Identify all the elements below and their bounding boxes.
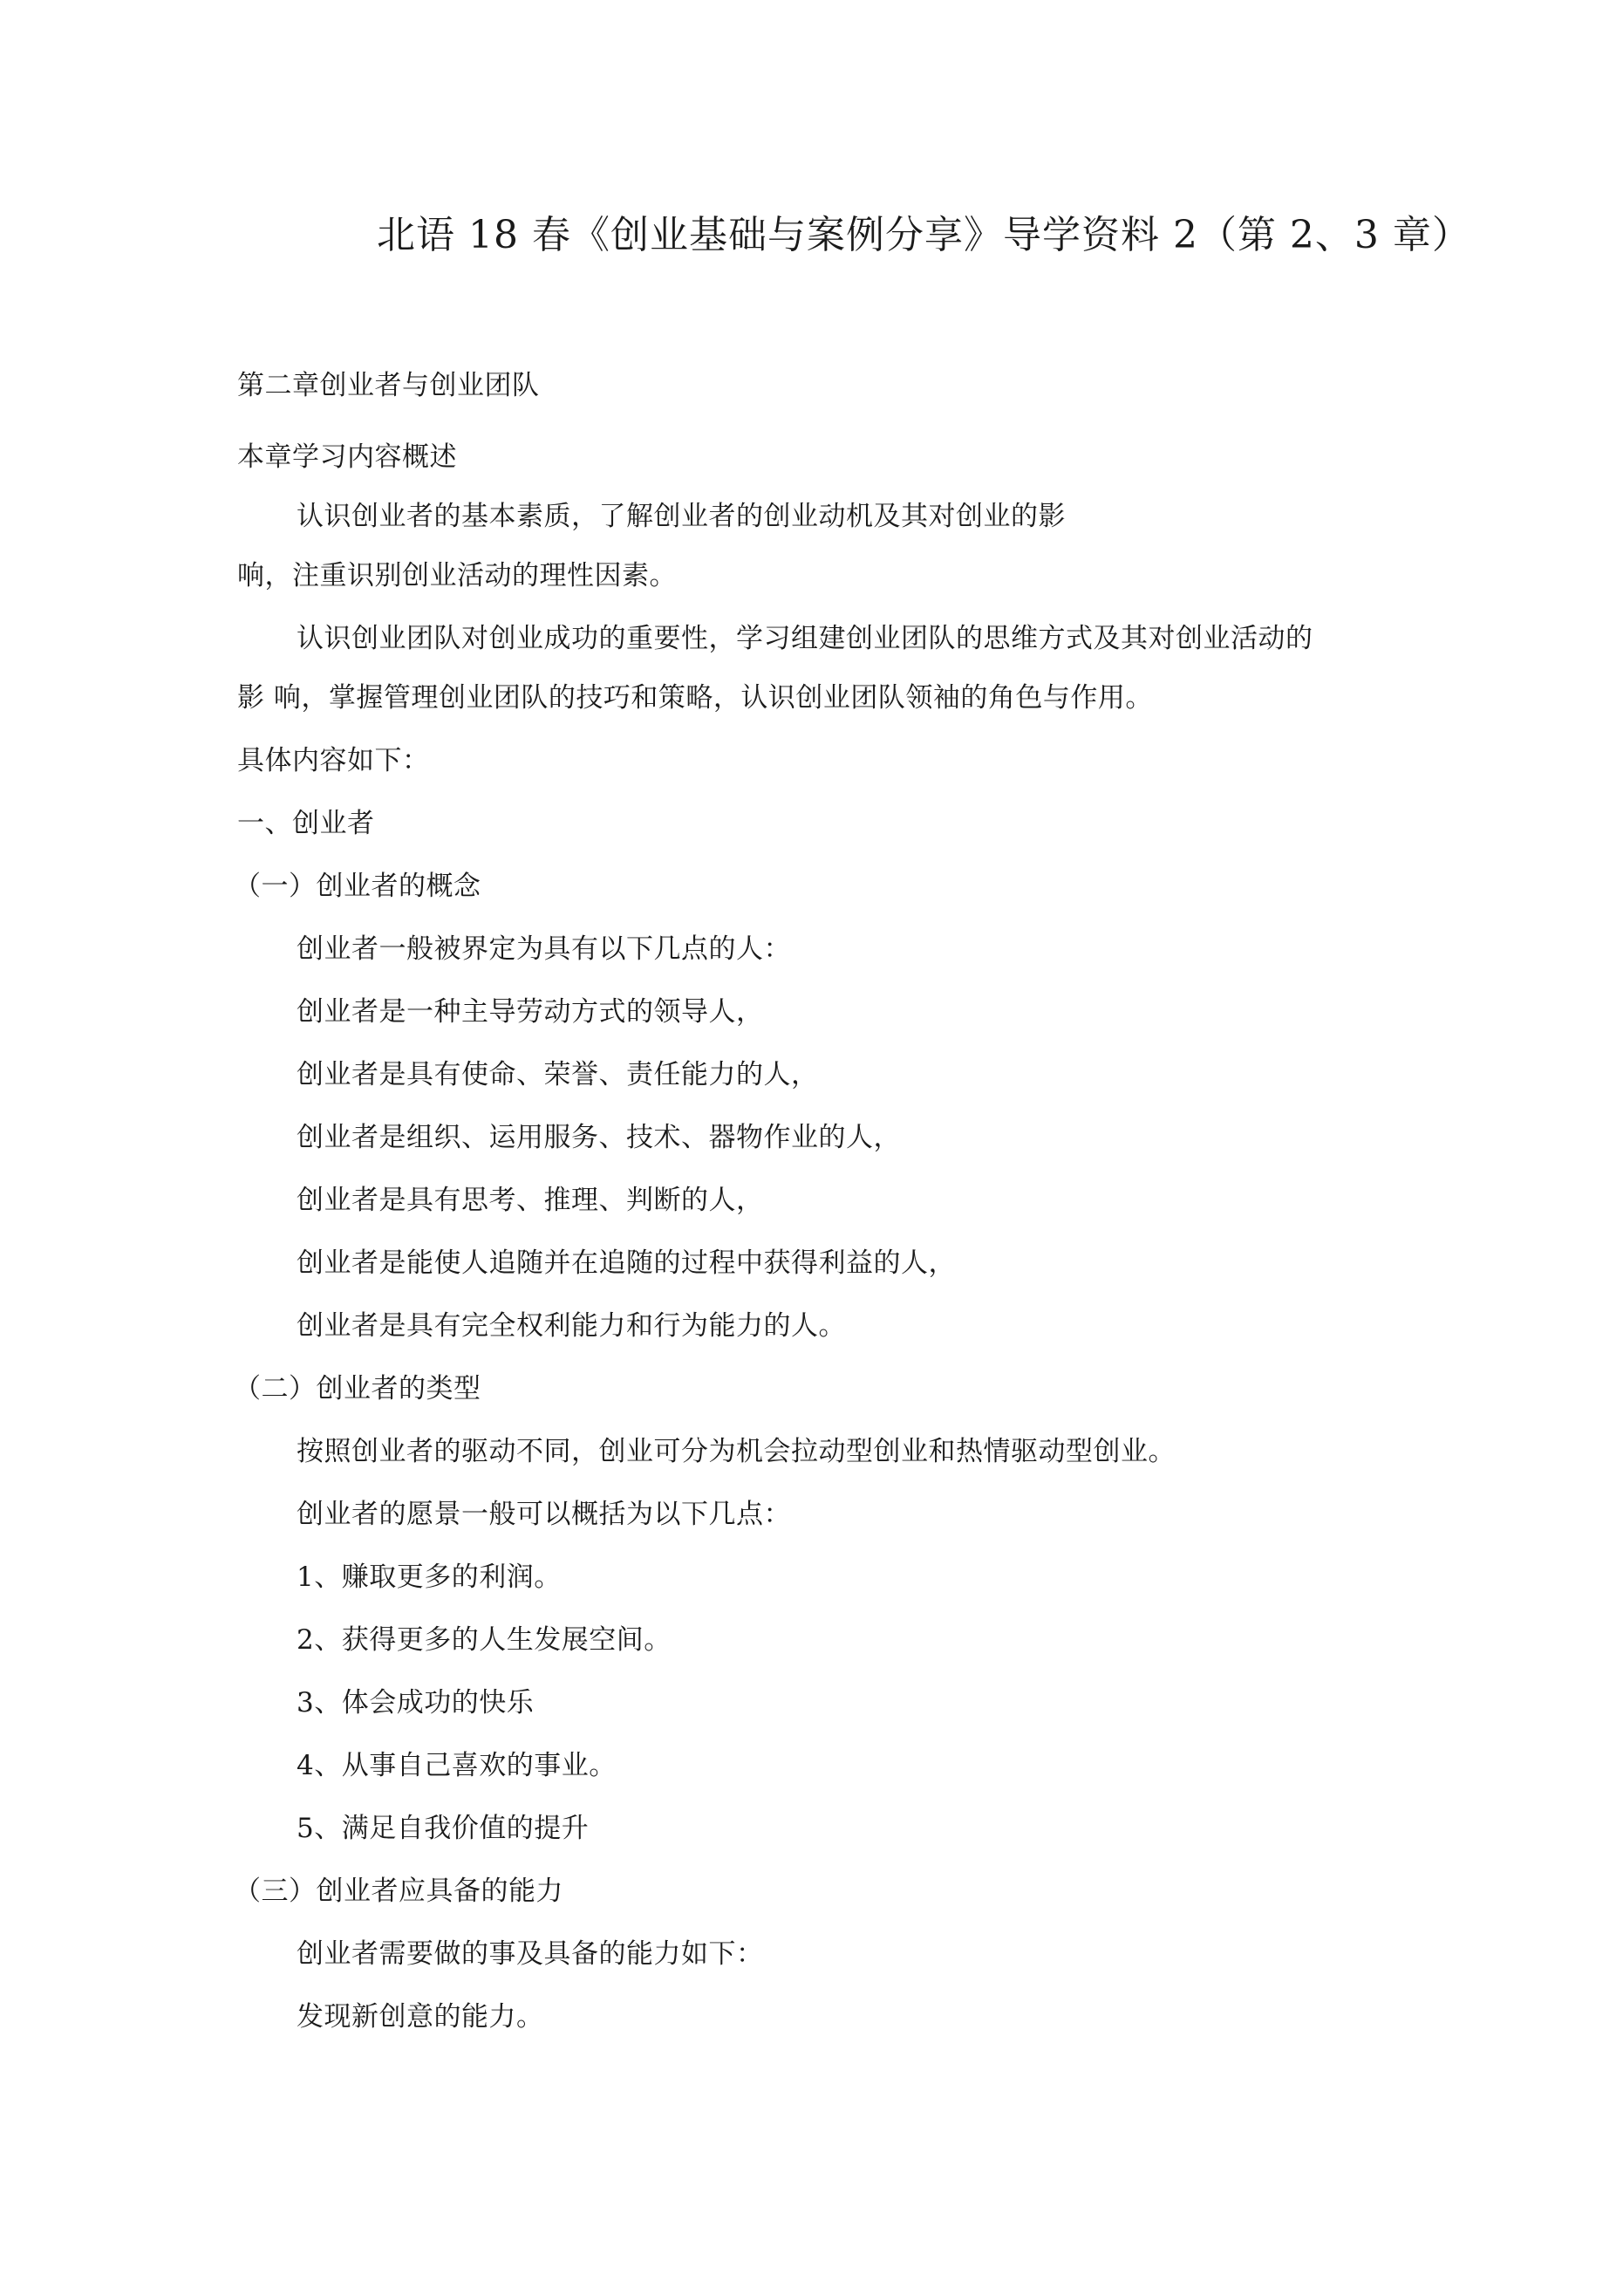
list-item: 创业者是一种主导劳动方式的领导人， [297, 996, 764, 1028]
subsection-heading-1: （一）创业者的概念 [234, 871, 481, 902]
overview-heading: 本章学习内容概述 [237, 441, 457, 473]
subsection-3-paragraph-1: 创业者需要做的事及具备的能力如下： [297, 1938, 764, 1970]
subsection-heading-2: （二）创业者的类型 [234, 1373, 481, 1404]
content-intro: 具体内容如下： [237, 745, 430, 776]
list-item: 3、体会成功的快乐 [297, 1687, 535, 1719]
document-title: 北语 18 春《创业基础与案例分享》导学资料 2（第 2、3 章） [377, 213, 1471, 257]
subsection-1-intro: 创业者一般被界定为具有以下几点的人： [297, 933, 791, 965]
list-item: 创业者是具有使命、荣誉、责任能力的人， [297, 1059, 819, 1090]
list-item: 创业者是具有思考、推理、判断的人， [297, 1185, 764, 1216]
subsection-3-paragraph-2: 发现新创意的能力。 [297, 2001, 544, 2033]
subsection-heading-3: （三）创业者应具备的能力 [234, 1876, 563, 1907]
list-item: 4、从事自己喜欢的事业。 [297, 1750, 617, 1781]
overview-paragraph-1-line-2: 响，注重识别创业活动的理性因素。 [237, 560, 677, 591]
subsection-2-paragraph-1: 按照创业者的驱动不同，创业可分为机会拉动型创业和热情驱动型创业。 [297, 1436, 1176, 1467]
list-item: 2、获得更多的人生发展空间。 [297, 1624, 672, 1656]
list-item: 创业者是具有完全权利能力和行为能力的人。 [297, 1310, 846, 1342]
list-item: 创业者是能使人追随并在追随的过程中获得利益的人， [297, 1247, 956, 1279]
list-item: 1、赚取更多的利润。 [297, 1561, 562, 1593]
section-heading-1: 一、创业者 [237, 808, 375, 839]
overview-paragraph-2-line-1: 认识创业团队对创业成功的重要性，学习组建创业团队的思维方式及其对创业活动的 [297, 623, 1313, 654]
overview-paragraph-1-line-1: 认识创业者的基本素质，了解创业者的创业动机及其对创业的影 [297, 501, 1066, 532]
overview-paragraph-2-line-2: 影 响，掌握管理创业团队的技巧和策略，认识创业团队领袖的角色与作用。 [237, 682, 1153, 714]
subsection-2-paragraph-2: 创业者的愿景一般可以概括为以下几点： [297, 1499, 791, 1530]
list-item: 创业者是组织、运用服务、技术、器物作业的人， [297, 1122, 901, 1153]
chapter-heading: 第二章创业者与创业团队 [237, 370, 540, 401]
list-item: 5、满足自我价值的提升 [297, 1813, 590, 1844]
